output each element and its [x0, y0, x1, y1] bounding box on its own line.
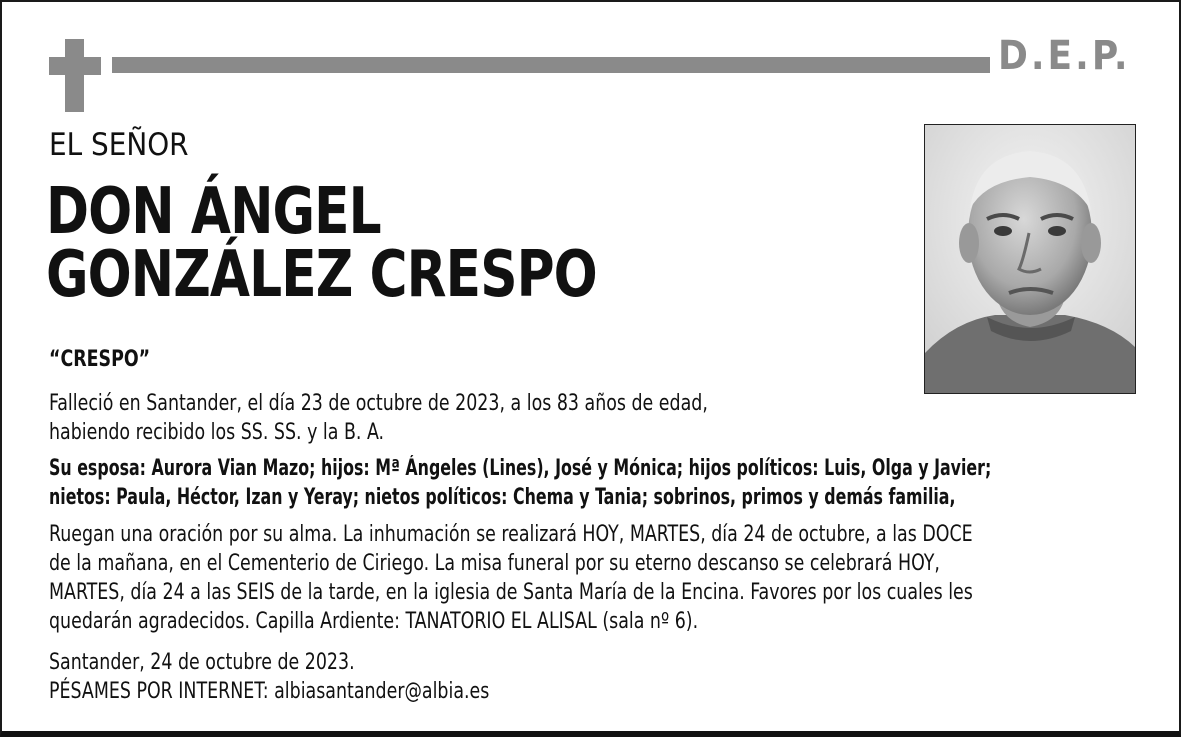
cross-icon [65, 39, 84, 112]
deceased-name [46, 175, 597, 312]
text-line: Santander, 24 de octubre de 2023. [49, 650, 355, 675]
text-line: de la mañana, en el Cementerio de Ciriego. La misa funeral por su eterno descanso se celebrará HOY, [49, 551, 940, 576]
text-line: Ruegan una oración por su alma. La inhumación se realizará HOY, MARTES, día 24 de octubre, a las DOCE [49, 522, 973, 547]
cross-icon-bar [49, 57, 101, 75]
family-paragraph [49, 454, 991, 512]
deceased-title: EL SEÑOR [49, 127, 189, 163]
ceremony-paragraph [49, 520, 973, 636]
text-line: Falleció en Santander, el día 23 de octubre de 2023, a los 83 años de edad, [49, 391, 708, 416]
name-line-1: DON ÁNGEL [46, 175, 381, 249]
dep-label: D.E.P. [998, 33, 1131, 79]
deceased-nickname: “CRESPO” [49, 347, 151, 372]
closing-paragraph [49, 648, 489, 706]
portrait-photo [924, 124, 1136, 394]
text-line: PÉSAMES POR INTERNET: albiasantander@albia.es [49, 679, 490, 704]
text-line: nietos: Paula, Héctor, Izan y Yeray; nietos políticos: Chema y Tania; sobrinos, primos y demás familia, [49, 485, 956, 510]
header-rule [112, 57, 990, 73]
text-line: quedarán agradecidos. Capilla Ardiente: TANATORIO EL ALISAL (sala nº 6). [49, 609, 699, 634]
text-line: habiendo recibido los SS. SS. y la B. A. [49, 420, 385, 445]
name-line-2: GONZÁLEZ CRESPO [46, 238, 597, 312]
portrait-illustration [925, 125, 1135, 393]
text-line: Su esposa: Aurora Vian Mazo; hijos: Mª Ángeles (Lines), José y Mónica; hijos políticos: Luis, Olga y Javier; [49, 456, 992, 481]
text-line: MARTES, día 24 a las SEIS de la tarde, en la iglesia de Santa María de la Encina. Favores por los cuales les [49, 580, 973, 605]
death-notice-paragraph [49, 389, 708, 447]
